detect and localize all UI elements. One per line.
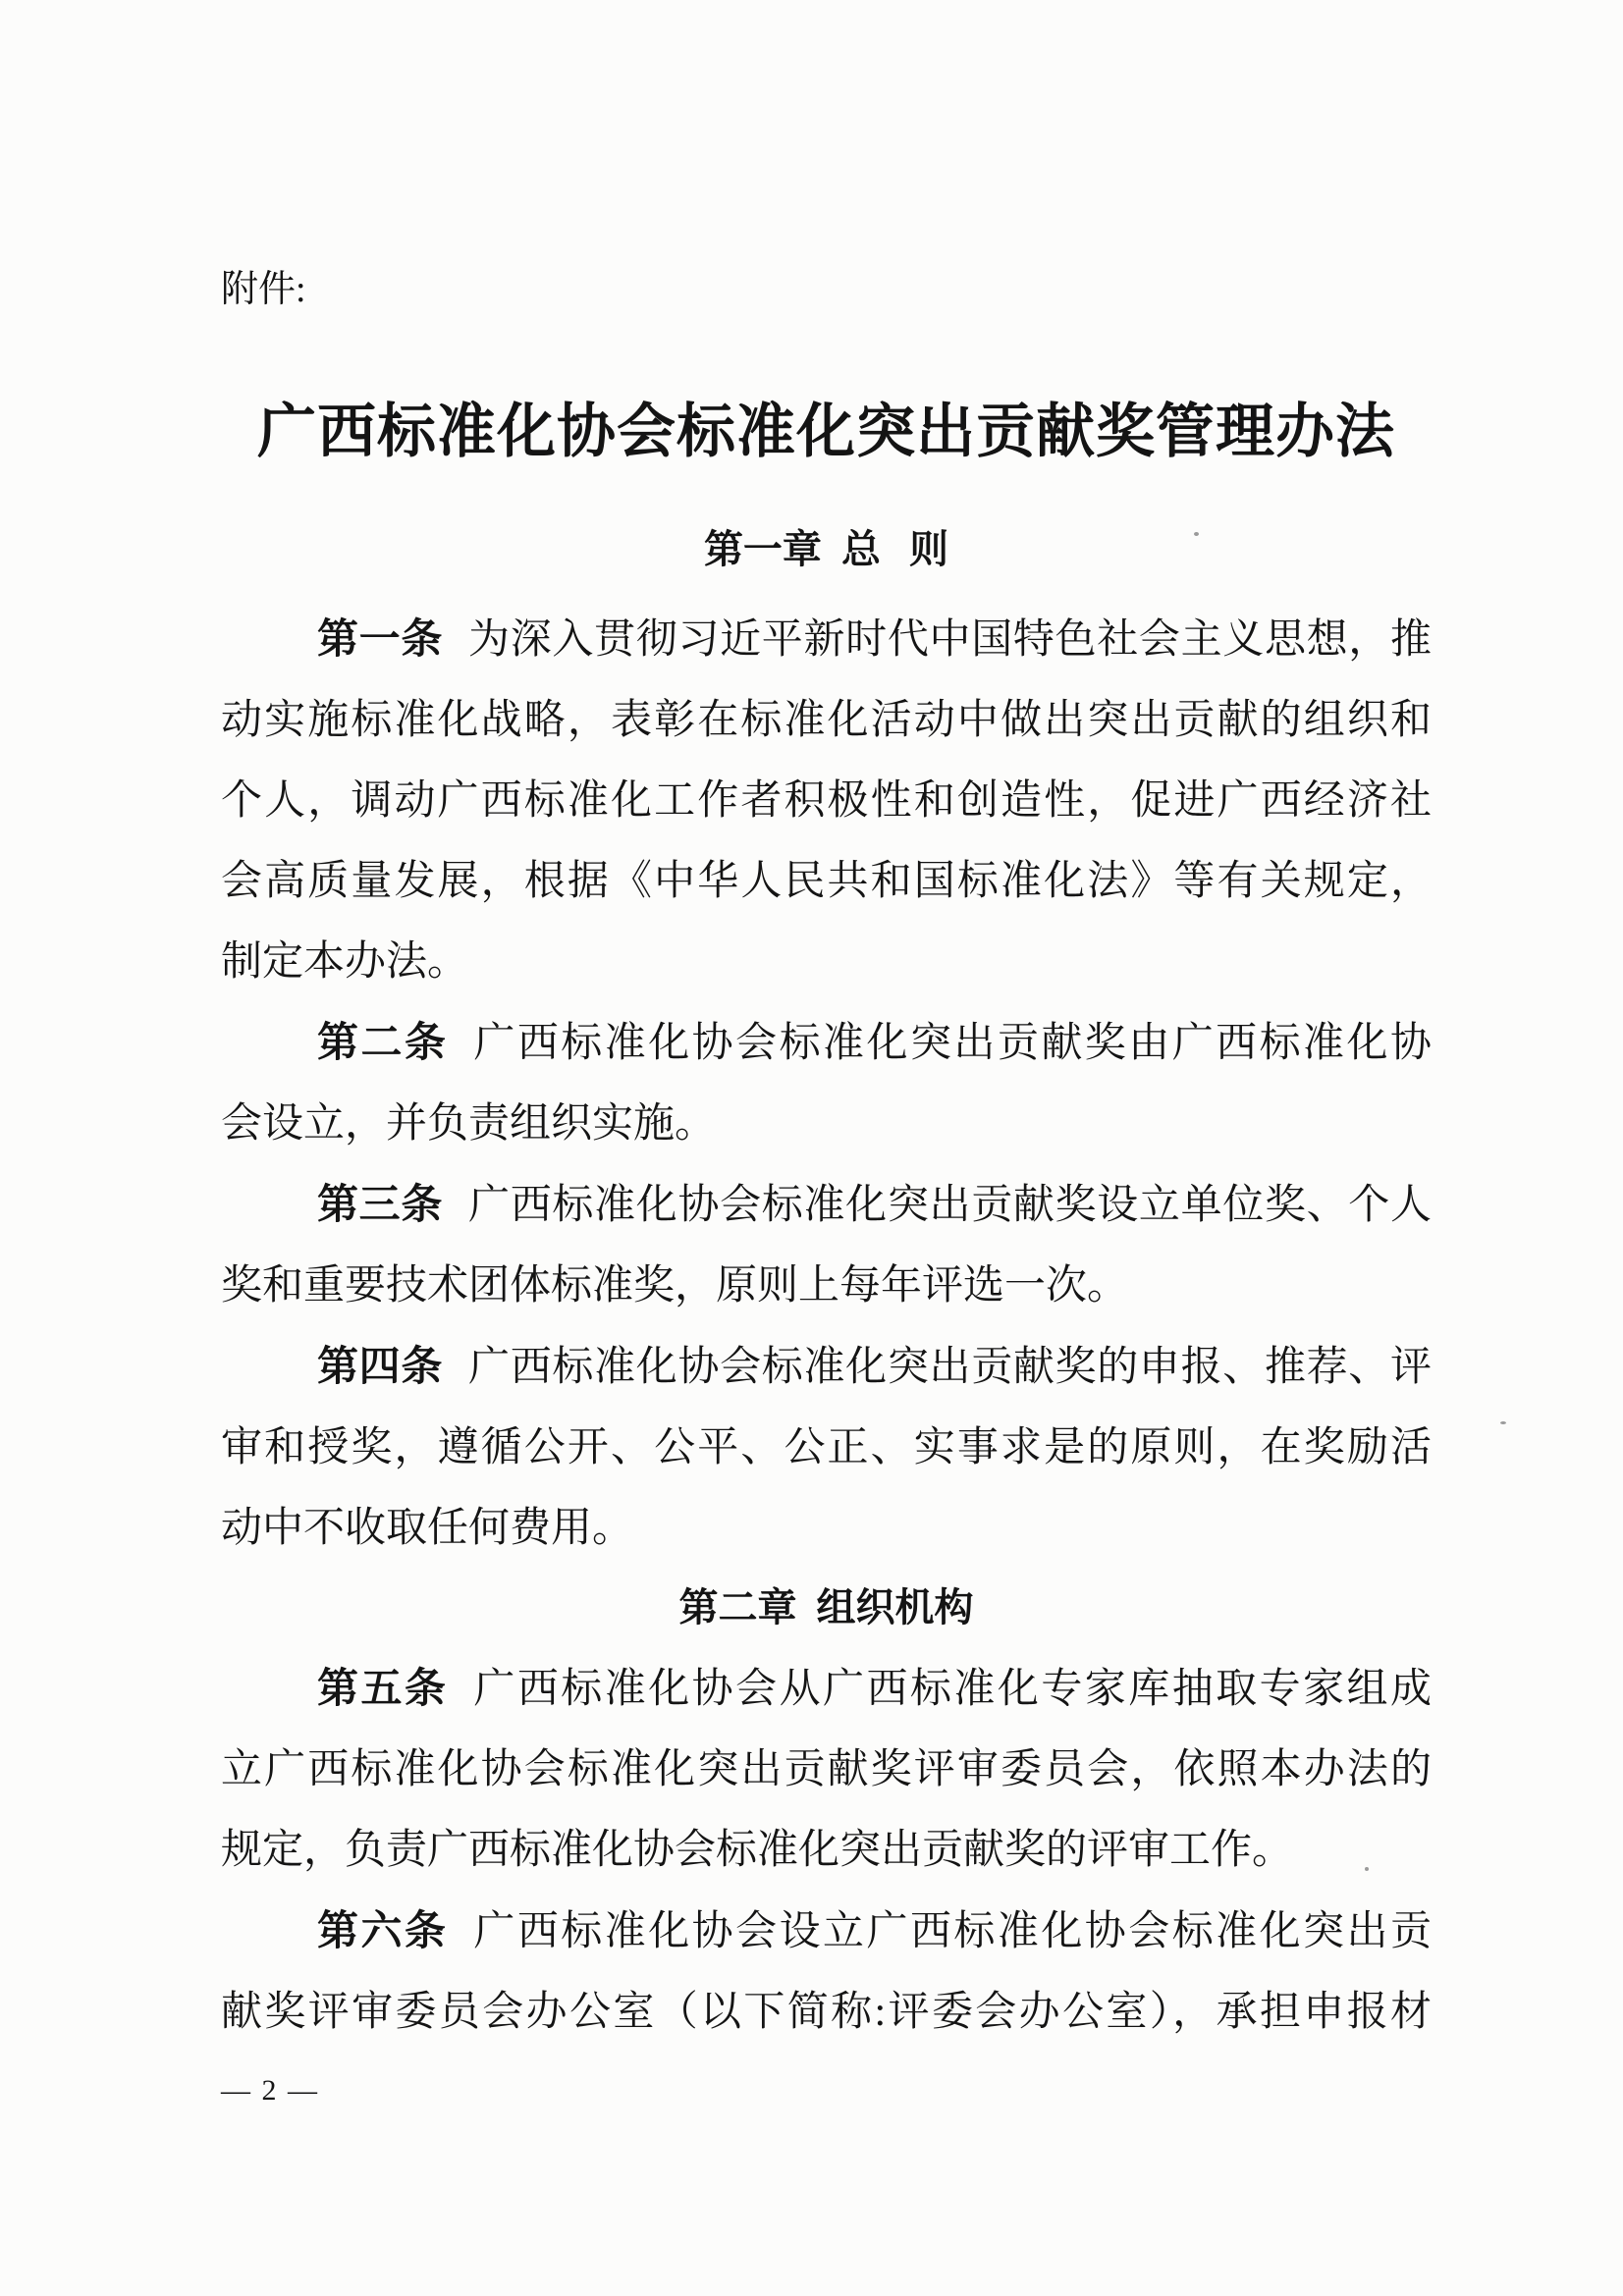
document-title: 广西标准化协会标准化突出贡献奖管理办法 [257,400,1395,464]
article-6-lead: 第六条 [317,1907,449,1953]
article-3-lead: 第三条 [317,1181,444,1227]
body-line-article-4 [221,1326,1432,1408]
chapter-2-number: 第二章 [678,1586,797,1629]
attachment-label: 附件: [221,269,306,310]
article-2-lead: 第二条 [317,1019,449,1065]
chapter-1-name: 总 则 [840,528,949,571]
body-line-article-3 [221,1164,1432,1246]
article-1-lead: 第一条 [317,615,444,662]
body-line-article-2 [221,1002,1432,1084]
body-line: 个人，调动广西标准化工作者积极性和创造性，促进广西经济社 [221,778,1432,824]
body-text: 广西标准化协会标准化突出贡献奖的申报、推荐、评 [468,1345,1432,1390]
body-line: 献奖评审委员会办公室（以下简称:评委会办公室），承担申报材 [221,1990,1432,2035]
body-text: 广西标准化协会设立广西标准化协会标准化突出贡 [473,1909,1432,1954]
body-line: 立广西标准化协会标准化突出贡献奖评审委员会，依照本办法的 [221,1747,1432,1792]
body-line: 动中不收取任何费用。 [221,1506,634,1551]
body-line-article-5 [221,1648,1432,1730]
body-line-article-1 [221,599,1432,680]
body-text: 广西标准化协会标准化突出贡献奖设立单位奖、个人 [468,1183,1432,1228]
body-line: 动实施标准化战略，表彰在标准化活动中做出突出贡献的组织和 [221,698,1432,743]
chapter-2-heading [221,1584,1432,1631]
body-line: 会高质量发展，根据《中华人民共和国标准化法》等有关规定， [221,859,1432,904]
article-5-lead: 第五条 [317,1665,449,1711]
body-text: 为深入贯彻习近平新时代中国特色社会主义思想，推 [468,617,1432,663]
body-line: 审和授奖，遵循公开、公平、公正、实事求是的原则，在奖励活 [221,1425,1432,1470]
document-content [221,0,1432,2111]
chapter-1-number: 第一章 [703,528,822,571]
scan-artifact [1500,1421,1506,1424]
chapter-2-name: 组织机构 [816,1586,974,1629]
body-text: 广西标准化协会标准化突出贡献奖由广西标准化协 [473,1021,1432,1066]
body-text: 广西标准化协会从广西标准化专家库抽取专家组成 [473,1667,1432,1712]
body-line: 规定，负责广西标准化协会标准化突出贡献奖的评审工作。 [221,1828,1294,1873]
body-line-article-6 [221,1891,1432,1972]
body-line: 制定本办法。 [221,939,469,985]
chapter-1-heading [221,526,1432,573]
body-line: 奖和重要技术团体标准奖，原则上每年评选一次。 [221,1263,1129,1308]
article-4-lead: 第四条 [317,1343,444,1389]
footer-page-number: — 2 — [221,2074,319,2107]
body-line: 会设立，并负责组织实施。 [221,1101,717,1147]
